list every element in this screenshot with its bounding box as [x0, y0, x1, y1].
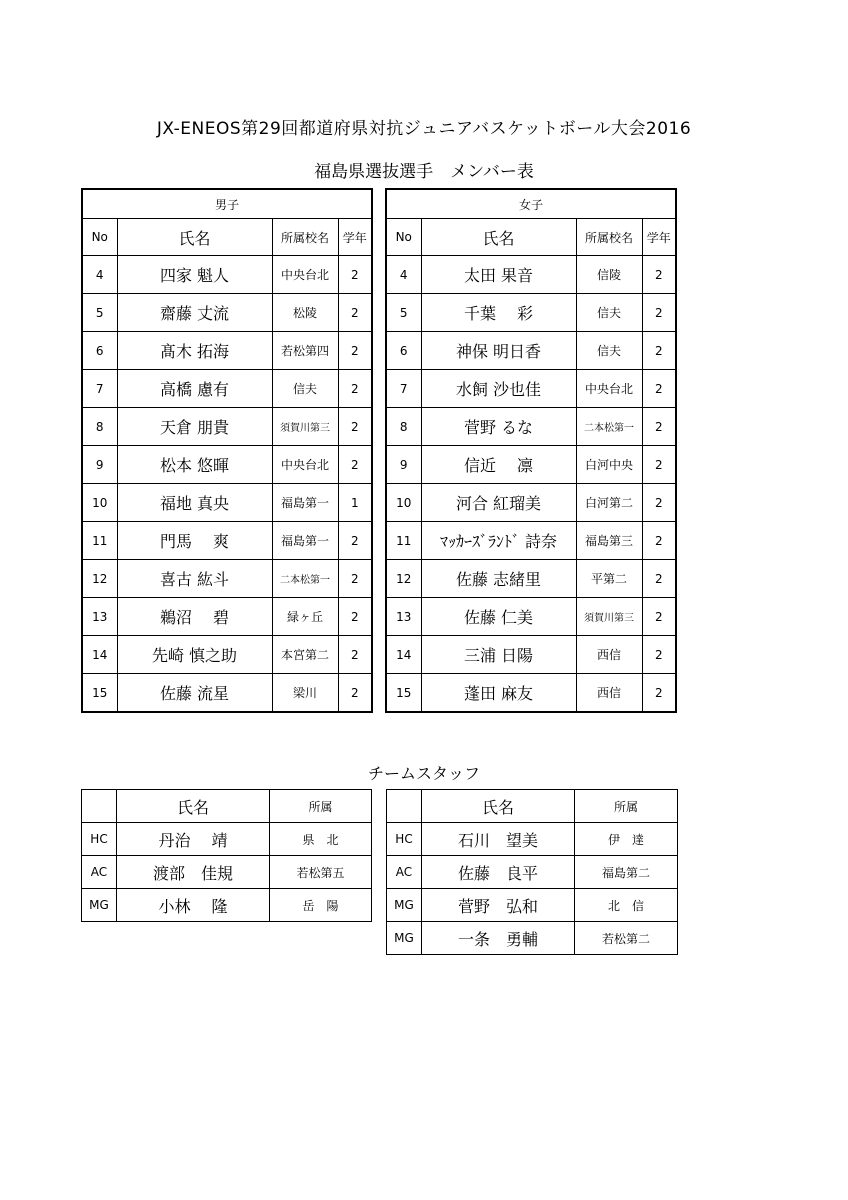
player-school: 西信 — [576, 636, 642, 674]
player-row — [386, 370, 676, 408]
player-grade: 2 — [338, 332, 372, 370]
player-grade: 2 — [642, 446, 676, 484]
player-row — [82, 560, 372, 598]
player-row — [82, 484, 372, 522]
player-row — [386, 446, 676, 484]
staff-name: 丹治 靖 — [117, 823, 270, 856]
player-name: 齋藤 丈流 — [117, 294, 272, 332]
player-school: 若松第四 — [272, 332, 338, 370]
player-school: 福島第一 — [272, 522, 338, 560]
staff-affiliation: 伊 達 — [575, 823, 678, 856]
player-row — [82, 446, 372, 484]
player-number: 13 — [82, 598, 117, 636]
header-school: 所属校名 — [272, 219, 338, 256]
player-name: 佐藤 仁美 — [421, 598, 576, 636]
player-name: 千葉 彩 — [421, 294, 576, 332]
player-school: 信陵 — [576, 256, 642, 294]
player-number: 8 — [386, 408, 421, 446]
player-number: 5 — [386, 294, 421, 332]
player-row — [386, 560, 676, 598]
boys-section-label: 男子 — [82, 189, 372, 219]
player-school: 松陵 — [272, 294, 338, 332]
player-name: 高橋 慮有 — [117, 370, 272, 408]
player-number: 13 — [386, 598, 421, 636]
player-grade: 2 — [338, 522, 372, 560]
player-school: 須賀川第三 — [576, 598, 642, 636]
staff-header-affiliation: 所属 — [270, 790, 372, 823]
boys-roster-table — [81, 188, 373, 713]
staff-affiliation: 福島第二 — [575, 856, 678, 889]
player-name: 髙木 拓海 — [117, 332, 272, 370]
player-number: 12 — [82, 560, 117, 598]
staff-affiliation: 北 信 — [575, 889, 678, 922]
player-school: 中央台北 — [272, 446, 338, 484]
staff-role: MG — [82, 889, 117, 922]
player-grade: 1 — [338, 484, 372, 522]
player-school: 白河中央 — [576, 446, 642, 484]
staff-name: 石川 望美 — [422, 823, 575, 856]
player-school: 須賀川第三 — [272, 408, 338, 446]
player-number: 4 — [386, 256, 421, 294]
player-name: 喜古 紘斗 — [117, 560, 272, 598]
player-row — [386, 674, 676, 713]
player-name: 河合 紅瑠美 — [421, 484, 576, 522]
player-name: 門馬 爽 — [117, 522, 272, 560]
player-school: 二本松第一 — [576, 408, 642, 446]
staff-header-name: 氏名 — [422, 790, 575, 823]
player-grade: 2 — [338, 446, 372, 484]
player-row — [82, 522, 372, 560]
staff-name: 小林 隆 — [117, 889, 270, 922]
header-name: 氏名 — [421, 219, 576, 256]
header-name: 氏名 — [117, 219, 272, 256]
player-number: 12 — [386, 560, 421, 598]
player-grade: 2 — [642, 522, 676, 560]
player-number: 11 — [386, 522, 421, 560]
player-grade: 2 — [642, 484, 676, 522]
player-row — [82, 370, 372, 408]
player-number: 15 — [386, 674, 421, 713]
player-row — [82, 674, 372, 713]
player-name: 先崎 慎之助 — [117, 636, 272, 674]
player-number: 6 — [386, 332, 421, 370]
staff-role: MG — [387, 922, 422, 955]
staff-section-title: チームスタッフ — [367, 764, 480, 783]
staff-header-name: 氏名 — [117, 790, 270, 823]
player-grade: 2 — [338, 294, 372, 332]
staff-role: AC — [82, 856, 117, 889]
staff-row — [387, 856, 678, 889]
staff-row — [387, 823, 678, 856]
player-school: 西信 — [576, 674, 642, 713]
player-grade: 2 — [642, 294, 676, 332]
player-name: 鵜沼 碧 — [117, 598, 272, 636]
staff-header-blank — [387, 790, 422, 823]
player-row — [82, 598, 372, 636]
staff-header-affiliation: 所属 — [575, 790, 678, 823]
boys-staff-table — [81, 789, 372, 922]
staff-role: HC — [387, 823, 422, 856]
player-grade: 2 — [338, 598, 372, 636]
player-row — [82, 256, 372, 294]
player-number: 8 — [82, 408, 117, 446]
player-row — [386, 294, 676, 332]
player-school: 福島第三 — [576, 522, 642, 560]
player-name: 菅野 るな — [421, 408, 576, 446]
player-grade: 2 — [642, 674, 676, 713]
player-school: 信夫 — [576, 294, 642, 332]
header-no: No — [386, 219, 421, 256]
player-name: 太田 果音 — [421, 256, 576, 294]
staff-row — [82, 889, 372, 922]
player-name: 信近 凛 — [421, 446, 576, 484]
player-row — [386, 598, 676, 636]
player-row — [386, 332, 676, 370]
player-name: 蓬田 麻友 — [421, 674, 576, 713]
player-school: 梁川 — [272, 674, 338, 713]
player-grade: 2 — [338, 408, 372, 446]
player-grade: 2 — [642, 256, 676, 294]
player-name: 福地 真央 — [117, 484, 272, 522]
staff-header-blank — [82, 790, 117, 823]
staff-row — [82, 856, 372, 889]
staff-role: MG — [387, 889, 422, 922]
player-name: 松本 悠暉 — [117, 446, 272, 484]
player-number: 14 — [386, 636, 421, 674]
header-grade: 学年 — [642, 219, 676, 256]
player-name: 佐藤 志緒里 — [421, 560, 576, 598]
player-school: 二本松第一 — [272, 560, 338, 598]
player-row — [82, 408, 372, 446]
player-name: 天倉 朋貴 — [117, 408, 272, 446]
player-number: 9 — [386, 446, 421, 484]
player-number: 7 — [386, 370, 421, 408]
player-school: 平第二 — [576, 560, 642, 598]
player-number: 10 — [82, 484, 117, 522]
player-row — [82, 294, 372, 332]
header-grade: 学年 — [338, 219, 372, 256]
player-grade: 2 — [642, 332, 676, 370]
staff-affiliation: 県 北 — [270, 823, 372, 856]
staff-name: 佐藤 良平 — [422, 856, 575, 889]
player-name: ﾏｯｶｰｽﾞﾗﾝﾄﾞ 詩奈 — [421, 522, 576, 560]
player-school: 本宮第二 — [272, 636, 338, 674]
player-number: 4 — [82, 256, 117, 294]
header-no: No — [82, 219, 117, 256]
player-school: 中央台北 — [272, 256, 338, 294]
player-name: 佐藤 流星 — [117, 674, 272, 713]
girls-roster-table — [385, 188, 677, 713]
player-number: 7 — [82, 370, 117, 408]
player-grade: 2 — [642, 598, 676, 636]
player-grade: 2 — [642, 636, 676, 674]
player-name: 三浦 日陽 — [421, 636, 576, 674]
girls-section-label: 女子 — [386, 189, 676, 219]
player-number: 10 — [386, 484, 421, 522]
player-name: 水飼 沙也佳 — [421, 370, 576, 408]
player-number: 15 — [82, 674, 117, 713]
player-grade: 2 — [338, 370, 372, 408]
player-school: 緑ヶ丘 — [272, 598, 338, 636]
player-grade: 2 — [642, 408, 676, 446]
staff-role: HC — [82, 823, 117, 856]
player-grade: 2 — [338, 636, 372, 674]
player-grade: 2 — [338, 256, 372, 294]
player-school: 信夫 — [576, 332, 642, 370]
staff-affiliation: 岳 陽 — [270, 889, 372, 922]
player-grade: 2 — [642, 370, 676, 408]
staff-row — [387, 922, 678, 955]
player-number: 6 — [82, 332, 117, 370]
player-number: 5 — [82, 294, 117, 332]
player-school: 福島第一 — [272, 484, 338, 522]
player-row — [386, 522, 676, 560]
player-row — [386, 408, 676, 446]
staff-role: AC — [387, 856, 422, 889]
player-name: 神保 明日香 — [421, 332, 576, 370]
staff-affiliation: 若松第五 — [270, 856, 372, 889]
player-row — [386, 256, 676, 294]
player-school: 白河第二 — [576, 484, 642, 522]
girls-staff-table — [386, 789, 678, 955]
staff-row — [387, 889, 678, 922]
player-number: 11 — [82, 522, 117, 560]
document-subtitle: 福島県選抜選手 メンバー表 — [314, 162, 534, 182]
player-row — [386, 484, 676, 522]
player-school: 中央台北 — [576, 370, 642, 408]
player-number: 9 — [82, 446, 117, 484]
player-number: 14 — [82, 636, 117, 674]
staff-name: 一条 勇輔 — [422, 922, 575, 955]
player-grade: 2 — [338, 560, 372, 598]
staff-affiliation: 若松第二 — [575, 922, 678, 955]
player-school: 信夫 — [272, 370, 338, 408]
staff-name: 菅野 弘和 — [422, 889, 575, 922]
staff-row — [82, 823, 372, 856]
player-name: 四家 魁人 — [117, 256, 272, 294]
document-title: JX-ENEOS第29回都道府県対抗ジュニアバスケットボール大会2016 — [156, 119, 692, 139]
header-school: 所属校名 — [576, 219, 642, 256]
staff-name: 渡部 佳規 — [117, 856, 270, 889]
player-row — [82, 636, 372, 674]
player-row — [82, 332, 372, 370]
player-row — [386, 636, 676, 674]
player-grade: 2 — [338, 674, 372, 713]
player-grade: 2 — [642, 560, 676, 598]
